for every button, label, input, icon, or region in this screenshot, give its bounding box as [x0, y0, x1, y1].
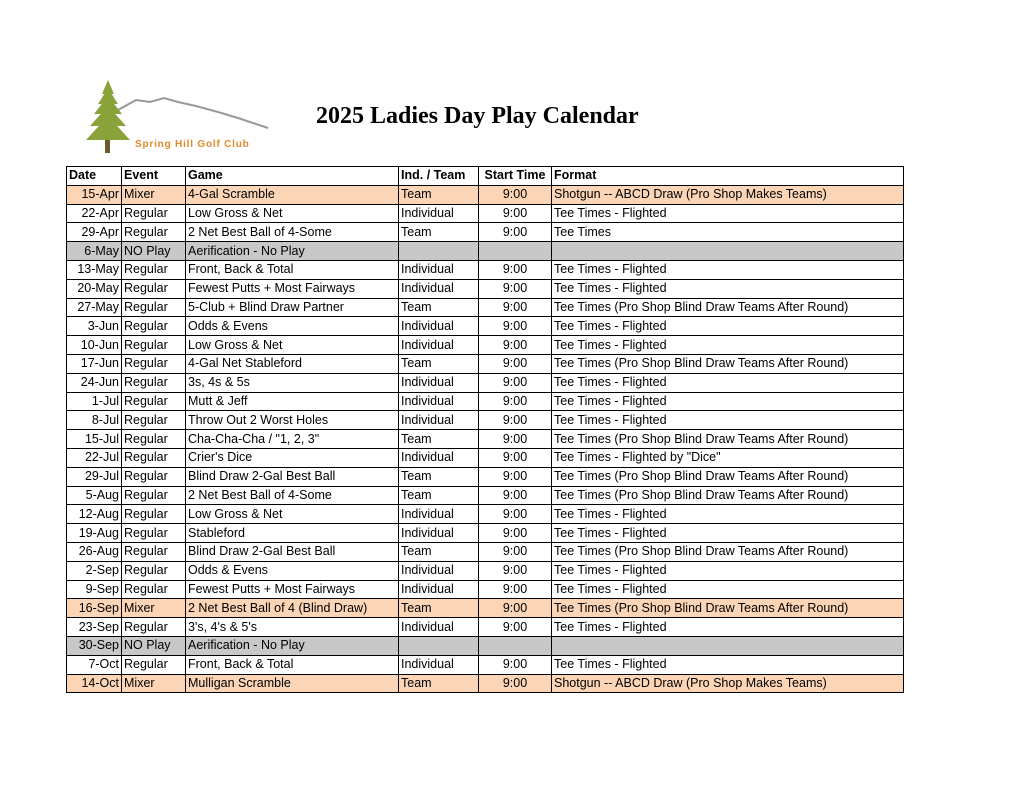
table-row: [67, 411, 904, 430]
cell-game: Odds & Evens: [186, 561, 399, 580]
cell-format: Tee Times - Flighted: [552, 411, 904, 430]
cell-start: 9:00: [479, 223, 552, 242]
cell-game: Odds & Evens: [186, 317, 399, 336]
cell-ind-team: Individual: [399, 336, 479, 355]
cell-ind-team: Individual: [399, 279, 479, 298]
cell-date: 16-Sep: [67, 599, 122, 618]
cell-format: Tee Times (Pro Shop Blind Draw Teams After Round): [552, 467, 904, 486]
table-row: [67, 674, 904, 693]
cell-game: Mulligan Scramble: [186, 674, 399, 693]
table-row: [67, 242, 904, 261]
cell-format: Tee Times - Flighted: [552, 524, 904, 543]
cell-event: Regular: [122, 392, 186, 411]
cell-game: 2 Net Best Ball of 4-Some: [186, 486, 399, 505]
cell-ind-team: Team: [399, 467, 479, 486]
cell-event: Regular: [122, 430, 186, 449]
cell-event: Regular: [122, 204, 186, 223]
cell-event: Regular: [122, 542, 186, 561]
cell-game: Mutt & Jeff: [186, 392, 399, 411]
cell-date: 14-Oct: [67, 674, 122, 693]
table-row: [67, 524, 904, 543]
cell-event: Regular: [122, 618, 186, 637]
table-row: [67, 618, 904, 637]
cell-date: 15-Jul: [67, 430, 122, 449]
cell-game: Fewest Putts + Most Fairways: [186, 580, 399, 599]
table-row: [67, 486, 904, 505]
cell-start: 9:00: [479, 185, 552, 204]
cell-game: 3's, 4's & 5's: [186, 618, 399, 637]
cell-date: 22-Jul: [67, 448, 122, 467]
cell-event: Regular: [122, 354, 186, 373]
cell-format: Tee Times (Pro Shop Blind Draw Teams After Round): [552, 298, 904, 317]
cell-date: 10-Jun: [67, 336, 122, 355]
cell-event: Regular: [122, 655, 186, 674]
club-logo: [78, 78, 288, 158]
cell-format: Tee Times (Pro Shop Blind Draw Teams After Round): [552, 354, 904, 373]
cell-format: Tee Times: [552, 223, 904, 242]
cell-ind-team: Individual: [399, 392, 479, 411]
cell-game: 3s, 4s & 5s: [186, 373, 399, 392]
cell-event: Regular: [122, 580, 186, 599]
cell-date: 9-Sep: [67, 580, 122, 599]
cell-date: 5-Aug: [67, 486, 122, 505]
cell-date: 29-Apr: [67, 223, 122, 242]
cell-ind-team: Team: [399, 599, 479, 618]
cell-ind-team: [399, 242, 479, 261]
cell-ind-team: Individual: [399, 317, 479, 336]
table-row: [67, 354, 904, 373]
cell-ind-team: Individual: [399, 204, 479, 223]
table-row: [67, 448, 904, 467]
cell-ind-team: Team: [399, 298, 479, 317]
cell-date: 22-Apr: [67, 204, 122, 223]
cell-event: Regular: [122, 486, 186, 505]
cell-game: Aerification - No Play: [186, 636, 399, 655]
cell-format: Tee Times - Flighted: [552, 618, 904, 637]
cell-start: 9:00: [479, 336, 552, 355]
cell-event: Regular: [122, 561, 186, 580]
cell-format: Tee Times (Pro Shop Blind Draw Teams After Round): [552, 599, 904, 618]
table-row: [67, 260, 904, 279]
table-row: [67, 336, 904, 355]
cell-start: 9:00: [479, 430, 552, 449]
cell-game: Aerification - No Play: [186, 242, 399, 261]
cell-format: Shotgun -- ABCD Draw (Pro Shop Makes Teams): [552, 185, 904, 204]
cell-ind-team: Individual: [399, 373, 479, 392]
cell-format: Tee Times - Flighted by "Dice": [552, 448, 904, 467]
cell-start: 9:00: [479, 580, 552, 599]
cell-event: NO Play: [122, 242, 186, 261]
cell-start: 9:00: [479, 298, 552, 317]
cell-date: 12-Aug: [67, 505, 122, 524]
cell-game: Throw Out 2 Worst Holes: [186, 411, 399, 430]
table-row: [67, 542, 904, 561]
cell-game: Low Gross & Net: [186, 336, 399, 355]
table-row: [67, 185, 904, 204]
cell-start: 9:00: [479, 561, 552, 580]
cell-ind-team: Team: [399, 185, 479, 204]
table-row: [67, 298, 904, 317]
cell-event: Mixer: [122, 674, 186, 693]
cell-start: 9:00: [479, 354, 552, 373]
cell-format: Tee Times (Pro Shop Blind Draw Teams After Round): [552, 486, 904, 505]
cell-ind-team: Individual: [399, 618, 479, 637]
cell-game: 5-Club + Blind Draw Partner: [186, 298, 399, 317]
cell-event: Regular: [122, 411, 186, 430]
cell-game: Blind Draw 2-Gal Best Ball: [186, 542, 399, 561]
cell-start: 9:00: [479, 411, 552, 430]
cell-start: 9:00: [479, 618, 552, 637]
table-header-row: [67, 167, 904, 186]
cell-ind-team: [399, 636, 479, 655]
cell-date: 20-May: [67, 279, 122, 298]
cell-game: 2 Net Best Ball of 4-Some: [186, 223, 399, 242]
cell-event: Mixer: [122, 599, 186, 618]
cell-format: Tee Times - Flighted: [552, 373, 904, 392]
cell-game: Low Gross & Net: [186, 505, 399, 524]
cell-start: 9:00: [479, 505, 552, 524]
cell-format: [552, 636, 904, 655]
cell-ind-team: Individual: [399, 580, 479, 599]
cell-ind-team: Team: [399, 430, 479, 449]
cell-ind-team: Individual: [399, 655, 479, 674]
header-date: Date: [67, 167, 122, 186]
cell-ind-team: Individual: [399, 260, 479, 279]
header-format: Format: [552, 167, 904, 186]
cell-game: Blind Draw 2-Gal Best Ball: [186, 467, 399, 486]
table-row: [67, 467, 904, 486]
cell-ind-team: Individual: [399, 524, 479, 543]
header-event: Event: [122, 167, 186, 186]
cell-date: 29-Jul: [67, 467, 122, 486]
cell-event: Regular: [122, 524, 186, 543]
cell-event: NO Play: [122, 636, 186, 655]
cell-game: 2 Net Best Ball of 4 (Blind Draw): [186, 599, 399, 618]
cell-event: Regular: [122, 260, 186, 279]
cell-date: 6-May: [67, 242, 122, 261]
page-title: 2025 Ladies Day Play Calendar: [316, 103, 639, 129]
table-row: [67, 279, 904, 298]
cell-start: 9:00: [479, 204, 552, 223]
table-row: [67, 505, 904, 524]
cell-start: 9:00: [479, 260, 552, 279]
cell-ind-team: Individual: [399, 505, 479, 524]
cell-date: 24-Jun: [67, 373, 122, 392]
cell-event: Regular: [122, 298, 186, 317]
cell-ind-team: Team: [399, 354, 479, 373]
cell-date: 19-Aug: [67, 524, 122, 543]
table-row: [67, 636, 904, 655]
cell-ind-team: Team: [399, 674, 479, 693]
cell-date: 7-Oct: [67, 655, 122, 674]
club-name: Spring Hill Golf Club: [135, 139, 250, 150]
cell-start: 9:00: [479, 373, 552, 392]
cell-date: 27-May: [67, 298, 122, 317]
table-row: [67, 655, 904, 674]
cell-ind-team: Individual: [399, 561, 479, 580]
cell-event: Regular: [122, 373, 186, 392]
cell-format: Shotgun -- ABCD Draw (Pro Shop Makes Teams): [552, 674, 904, 693]
cell-format: Tee Times - Flighted: [552, 336, 904, 355]
cell-date: 13-May: [67, 260, 122, 279]
cell-format: [552, 242, 904, 261]
cell-ind-team: Team: [399, 223, 479, 242]
cell-ind-team: Individual: [399, 411, 479, 430]
cell-start: 9:00: [479, 467, 552, 486]
cell-start: 9:00: [479, 542, 552, 561]
cell-format: Tee Times - Flighted: [552, 655, 904, 674]
cell-start: 9:00: [479, 392, 552, 411]
cell-start: 9:00: [479, 599, 552, 618]
cell-event: Regular: [122, 317, 186, 336]
table-row: [67, 392, 904, 411]
cell-event: Regular: [122, 505, 186, 524]
cell-format: Tee Times - Flighted: [552, 204, 904, 223]
cell-format: Tee Times - Flighted: [552, 279, 904, 298]
table-row: [67, 561, 904, 580]
cell-game: 4-Gal Net Stableford: [186, 354, 399, 373]
cell-game: Front, Back & Total: [186, 260, 399, 279]
cell-date: 23-Sep: [67, 618, 122, 637]
cell-game: Front, Back & Total: [186, 655, 399, 674]
cell-start: 9:00: [479, 486, 552, 505]
table-row: [67, 430, 904, 449]
cell-date: 3-Jun: [67, 317, 122, 336]
cell-format: Tee Times - Flighted: [552, 580, 904, 599]
play-calendar-table: [66, 166, 904, 693]
cell-date: 8-Jul: [67, 411, 122, 430]
cell-game: Stableford: [186, 524, 399, 543]
cell-ind-team: Team: [399, 486, 479, 505]
table-row: [67, 580, 904, 599]
cell-date: 17-Jun: [67, 354, 122, 373]
cell-event: Regular: [122, 223, 186, 242]
table-row: [67, 223, 904, 242]
cell-event: Regular: [122, 279, 186, 298]
table-row: [67, 373, 904, 392]
cell-game: Low Gross & Net: [186, 204, 399, 223]
cell-game: Crier's Dice: [186, 448, 399, 467]
cell-format: Tee Times (Pro Shop Blind Draw Teams After Round): [552, 430, 904, 449]
cell-start: 9:00: [479, 524, 552, 543]
cell-start: 9:00: [479, 317, 552, 336]
cell-event: Regular: [122, 448, 186, 467]
cell-event: Regular: [122, 467, 186, 486]
cell-date: 15-Apr: [67, 185, 122, 204]
cell-date: 1-Jul: [67, 392, 122, 411]
cell-game: 4-Gal Scramble: [186, 185, 399, 204]
cell-ind-team: Team: [399, 542, 479, 561]
cell-format: Tee Times - Flighted: [552, 317, 904, 336]
cell-event: Mixer: [122, 185, 186, 204]
cell-start: [479, 242, 552, 261]
cell-ind-team: Individual: [399, 448, 479, 467]
cell-start: 9:00: [479, 674, 552, 693]
cell-date: 26-Aug: [67, 542, 122, 561]
cell-format: Tee Times - Flighted: [552, 260, 904, 279]
cell-format: Tee Times - Flighted: [552, 561, 904, 580]
header-ind-team: Ind. / Team: [399, 167, 479, 186]
cell-start: 9:00: [479, 279, 552, 298]
cell-format: Tee Times (Pro Shop Blind Draw Teams After Round): [552, 542, 904, 561]
table-row: [67, 204, 904, 223]
cell-start: 9:00: [479, 655, 552, 674]
cell-start: 9:00: [479, 448, 552, 467]
cell-event: Regular: [122, 336, 186, 355]
cell-date: 30-Sep: [67, 636, 122, 655]
cell-game: Cha-Cha-Cha / "1, 2, 3": [186, 430, 399, 449]
cell-format: Tee Times - Flighted: [552, 505, 904, 524]
cell-date: 2-Sep: [67, 561, 122, 580]
cell-format: Tee Times - Flighted: [552, 392, 904, 411]
cell-start: [479, 636, 552, 655]
header-start-time: Start Time: [479, 167, 552, 186]
cell-game: Fewest Putts + Most Fairways: [186, 279, 399, 298]
table-row: [67, 599, 904, 618]
table-row: [67, 317, 904, 336]
header-game: Game: [186, 167, 399, 186]
